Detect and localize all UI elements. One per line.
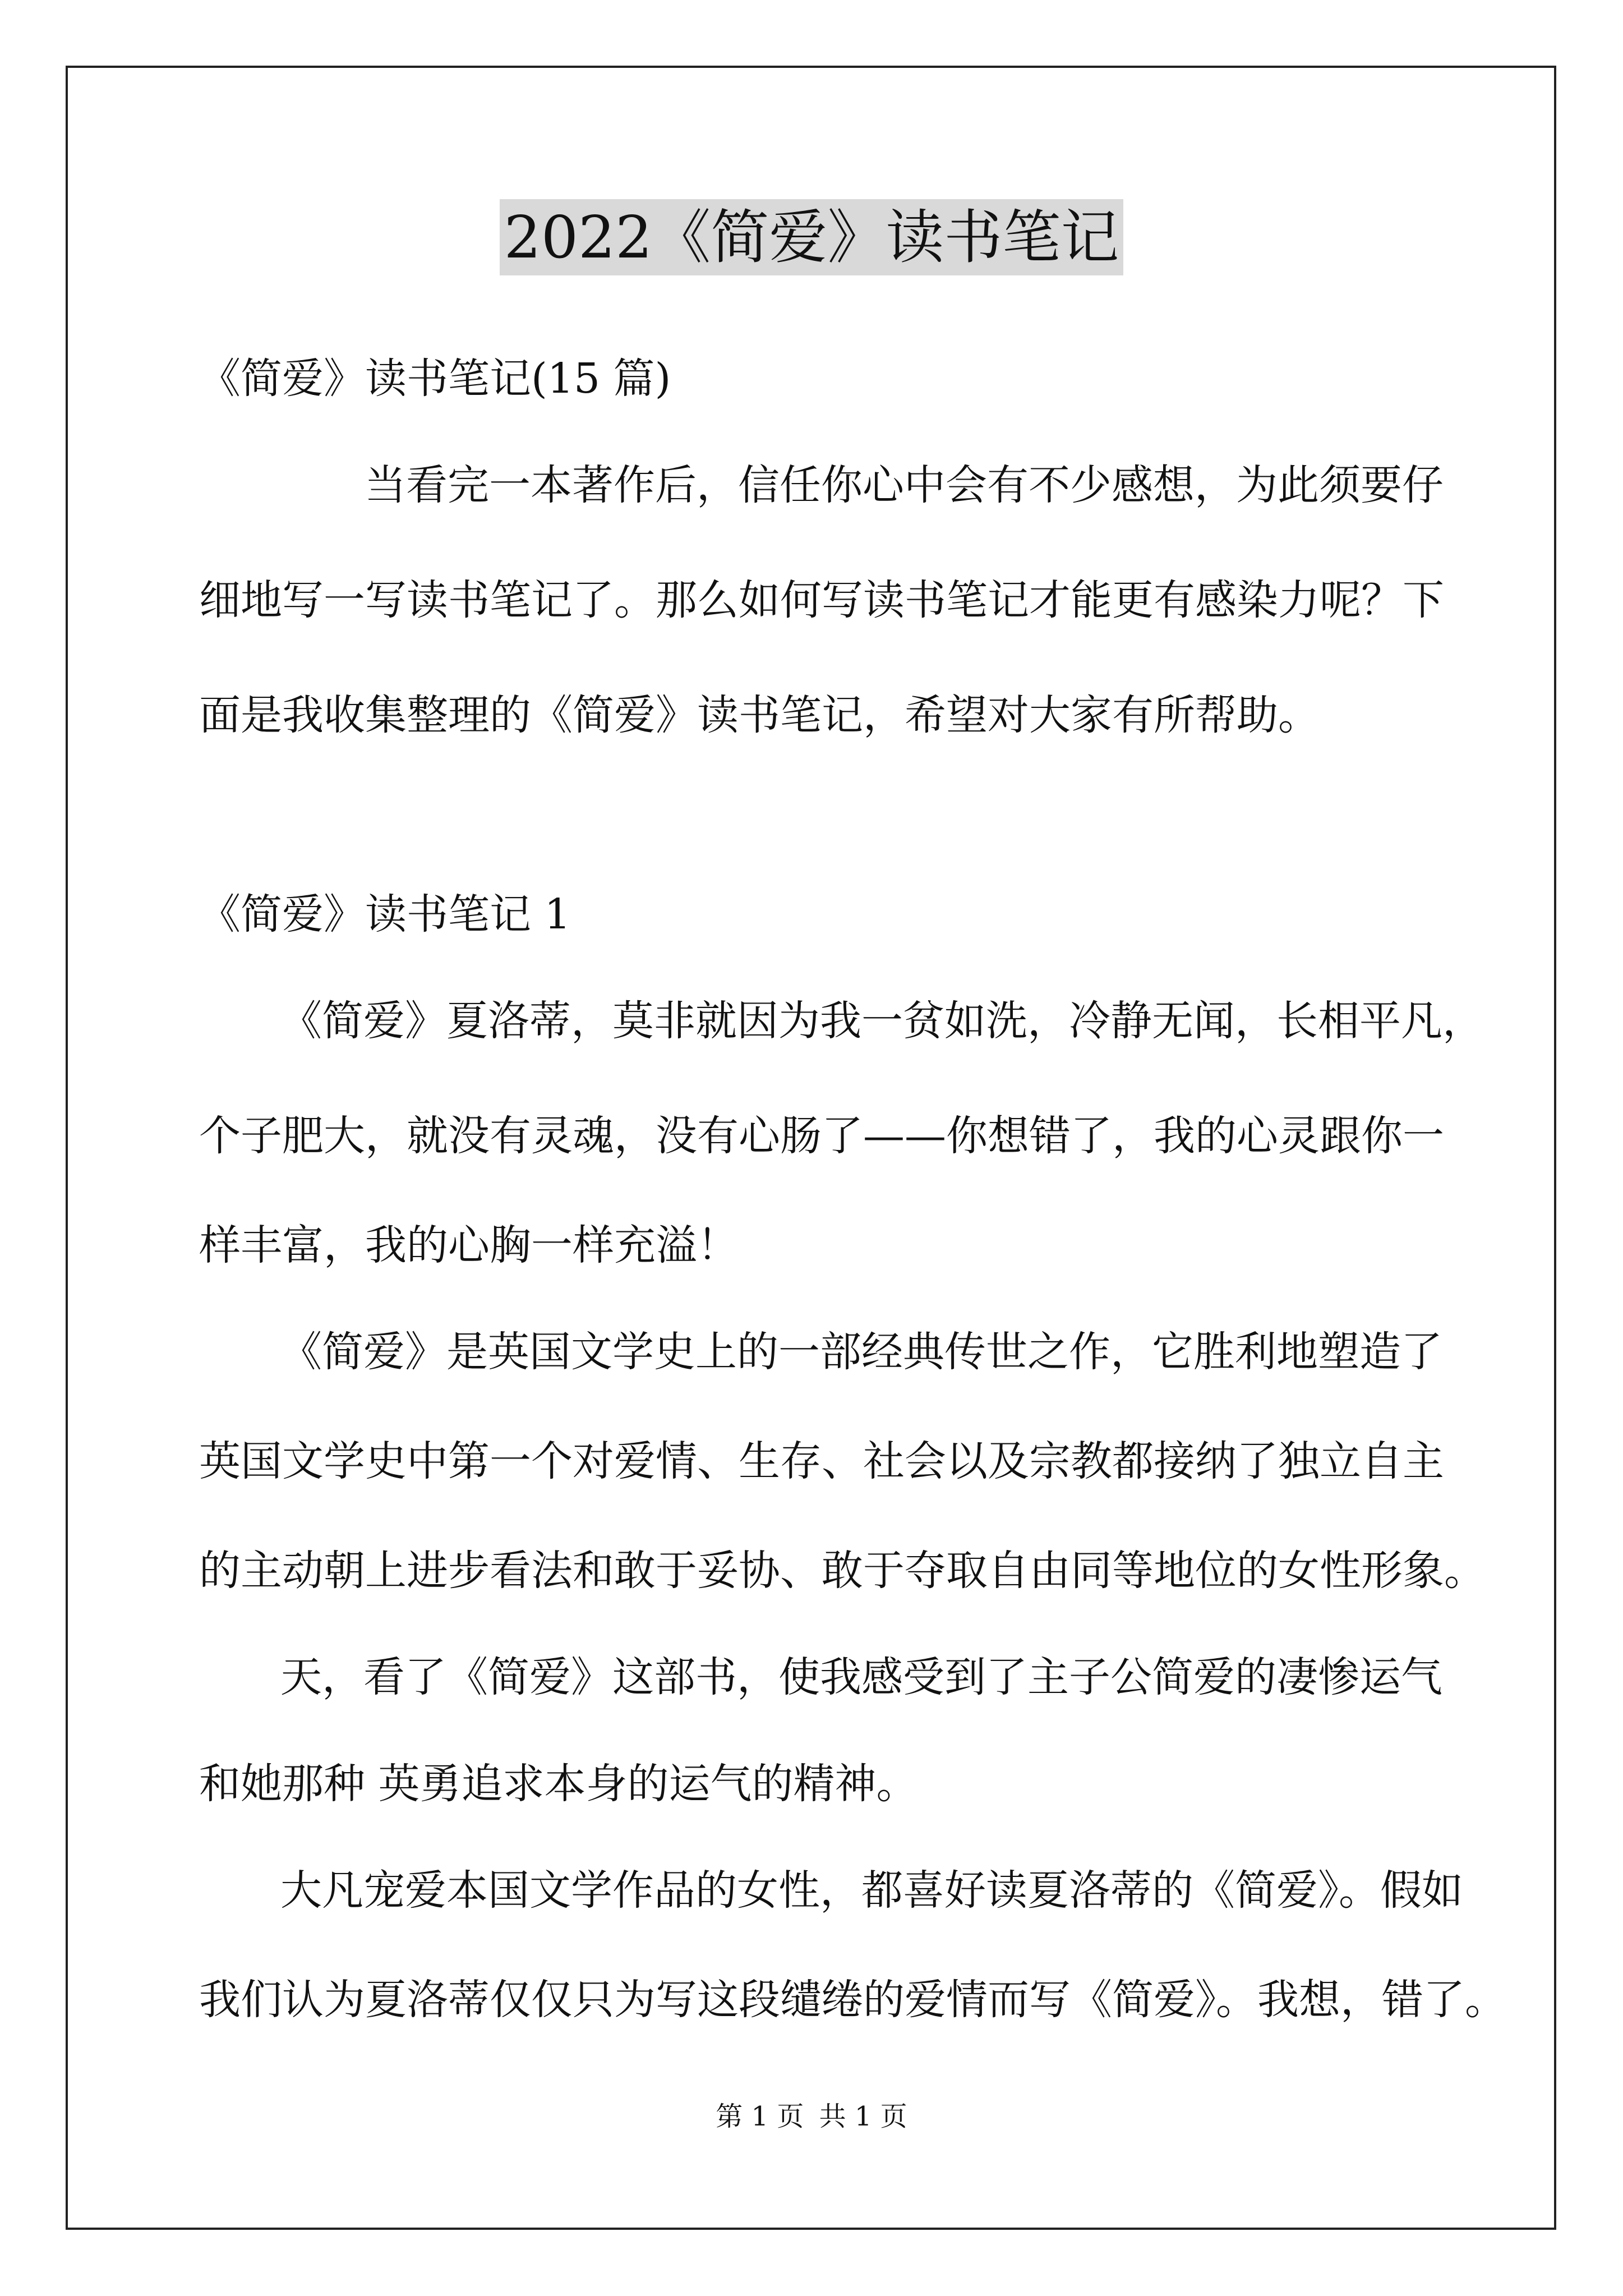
body-line-6: 的主动朝上进步看法和敢于妥协、敢于夺取自由同等地位的女性形象。 xyxy=(199,1547,1486,1595)
body-line-3: 样丰富，我的心胸一样充溢！ xyxy=(199,1221,739,1269)
body-line-4: 《简爱》是英国文学史上的一部经典传世之作，它胜利地塑造了 xyxy=(280,1328,1442,1376)
body-line-8: 和她那种 英勇追求本身的运气的精神。 xyxy=(199,1760,918,1808)
intro-line-2: 细地写一写读书笔记了。那么如何写读书笔记才能更有感染力呢？下 xyxy=(199,576,1444,624)
body-line-7: 天，看了《简爱》这部书，使我感受到了主子公简爱的凄惨运气 xyxy=(280,1653,1442,1701)
intro-line-3: 面是我收集整理的《简爱》读书笔记，希望对大家有所帮助。 xyxy=(199,691,1320,739)
body-line-10: 我们认为夏洛蒂仅仅只为写这段缱绻的爱情而写《简爱》。我想，错了。 xyxy=(199,1976,1506,2024)
title-container xyxy=(0,199,1623,275)
body-line-9: 大凡宠爱本国文学作品的女性，都喜好读夏洛蒂的《简爱》。假如 xyxy=(280,1866,1463,1915)
body-line-1: 《简爱》夏洛蒂，莫非就因为我一贫如洗，冷静无闻，长相平凡， xyxy=(280,997,1484,1045)
intro-line-1: 当看完一本著作后，信任你心中会有不少感想，为此须要仔 xyxy=(365,461,1444,509)
body-line-5: 英国文学史中第一个对爱情、生存、社会以及宗教都接纳了独立自主 xyxy=(199,1437,1444,1485)
page-total: 共 1 页 xyxy=(819,2101,907,2132)
document-subtitle: 《简爱》读书笔记(15 篇) xyxy=(199,355,671,403)
page-footer xyxy=(0,2100,1623,2133)
section-heading: 《简爱》读书笔记 1 xyxy=(199,890,571,938)
document-title: 2022《简爱》读书笔记 xyxy=(500,199,1124,275)
body-line-2: 个子肥大，就没有灵魂，没有心肠了——你想错了，我的心灵跟你一 xyxy=(199,1112,1444,1160)
page-number: 第 1 页 xyxy=(716,2101,804,2132)
